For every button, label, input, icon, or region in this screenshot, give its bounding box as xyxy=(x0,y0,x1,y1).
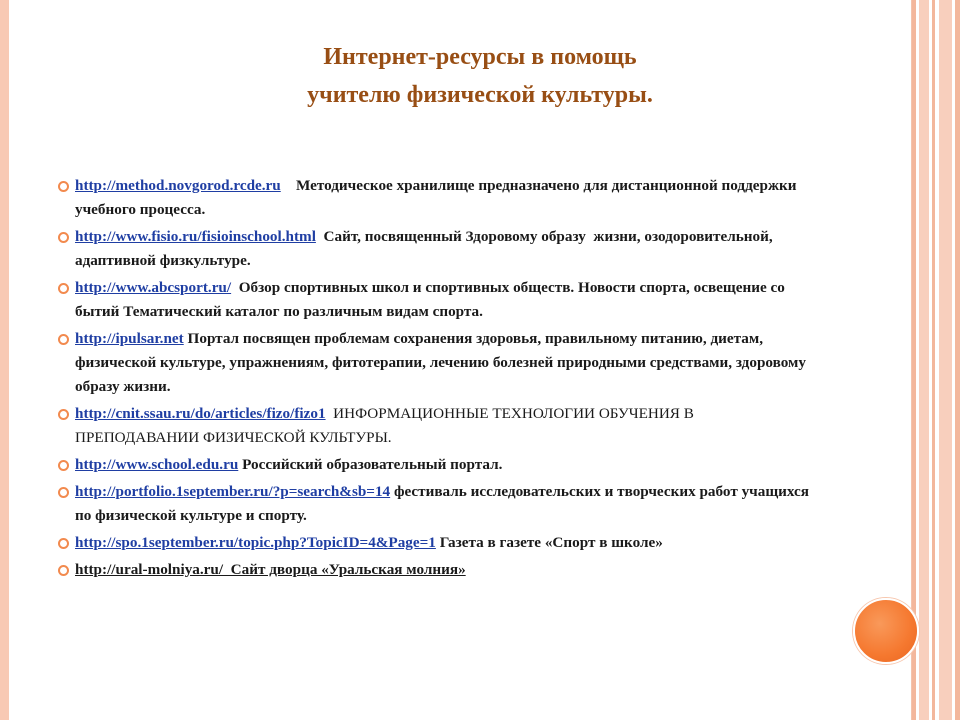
bullet-icon xyxy=(58,334,69,345)
resource-description: ИНФОРМАЦИОННЫЕ ТЕХНОЛОГИИ ОБУЧЕНИЯ В ПРЕПОДАВАНИИ ФИЗИЧЕСКОЙ КУЛЬТУРЫ. xyxy=(75,405,698,446)
bullet-icon xyxy=(58,232,69,243)
resource-link[interactable]: http://portfolio.1september.ru/?p=search&sb=14 xyxy=(75,483,391,500)
list-item xyxy=(58,558,818,582)
bullet-icon xyxy=(58,538,69,549)
list-item xyxy=(58,402,818,450)
list-item xyxy=(58,225,818,273)
decorative-orange-circle xyxy=(853,598,919,664)
right-frame-stripes xyxy=(912,0,960,720)
title-line-2: учителю физической культуры. xyxy=(307,82,653,108)
bullet-icon xyxy=(58,460,69,471)
stripe xyxy=(932,0,935,720)
resource-description: Газета в газете «Спорт в школе» xyxy=(435,534,663,551)
resource-description: Сайт, посвященный Здоровому образу жизни, озодоровительной, адаптивной физкультуре. xyxy=(75,228,777,269)
list-item xyxy=(58,276,818,324)
left-frame-border xyxy=(0,0,9,720)
bullet-icon xyxy=(58,565,69,576)
resource-description: Российский образовательный портал. xyxy=(238,456,503,473)
bullet-icon xyxy=(58,487,69,498)
bullet-icon xyxy=(58,283,69,294)
stripe xyxy=(919,0,929,720)
resource-link[interactable]: http://www.fisio.ru/fisioinschool.html xyxy=(75,228,316,245)
stripe xyxy=(939,0,952,720)
resource-link[interactable]: http://ural-molniya.ru/ Сайт дворца «Уральская молния» xyxy=(75,561,466,578)
resource-link[interactable]: http://www.school.edu.ru xyxy=(75,456,239,473)
stripe xyxy=(955,0,960,720)
resource-description: Портал посвящен проблемам сохранения здоровья, правильному питанию, диетам, физической культуре, упражнениям, фитотерапии, лечению болезней природными средствами, здоровому образу жизни. xyxy=(75,330,810,395)
bullet-icon xyxy=(58,181,69,192)
resource-link[interactable]: http://cnit.ssau.ru/do/articles/fizo/fizo1 xyxy=(75,405,326,422)
resource-link[interactable]: http://spo.1september.ru/topic.php?TopicID=4&Page=1 xyxy=(75,534,436,551)
title-line-1: Интернет-ресурсы в помощь xyxy=(323,44,637,70)
resource-link[interactable]: http://ipulsar.net xyxy=(75,330,184,347)
resource-description: Методическое хранилище предназначено для дистанционной поддержки учебного процесса. xyxy=(75,177,801,218)
list-item xyxy=(58,453,818,477)
list-item xyxy=(58,174,818,222)
resource-list xyxy=(58,174,818,585)
resource-description: фестиваль исследовательских и творческих работ учащихся по физической культуре и спорту. xyxy=(75,483,813,524)
resource-link[interactable]: http://www.abcsport.ru/ xyxy=(75,279,232,296)
slide-title xyxy=(200,38,760,114)
list-item xyxy=(58,531,818,555)
resource-description: Обзор спортивных школ и спортивных обществ. Новости спорта, освещение со бытий Тематический каталог по различным видам спорта. xyxy=(75,279,789,320)
list-item xyxy=(58,327,818,399)
resource-link[interactable]: http://method.novgorod.rcde.ru xyxy=(75,177,281,194)
bullet-icon xyxy=(58,409,69,420)
list-item xyxy=(58,480,818,528)
